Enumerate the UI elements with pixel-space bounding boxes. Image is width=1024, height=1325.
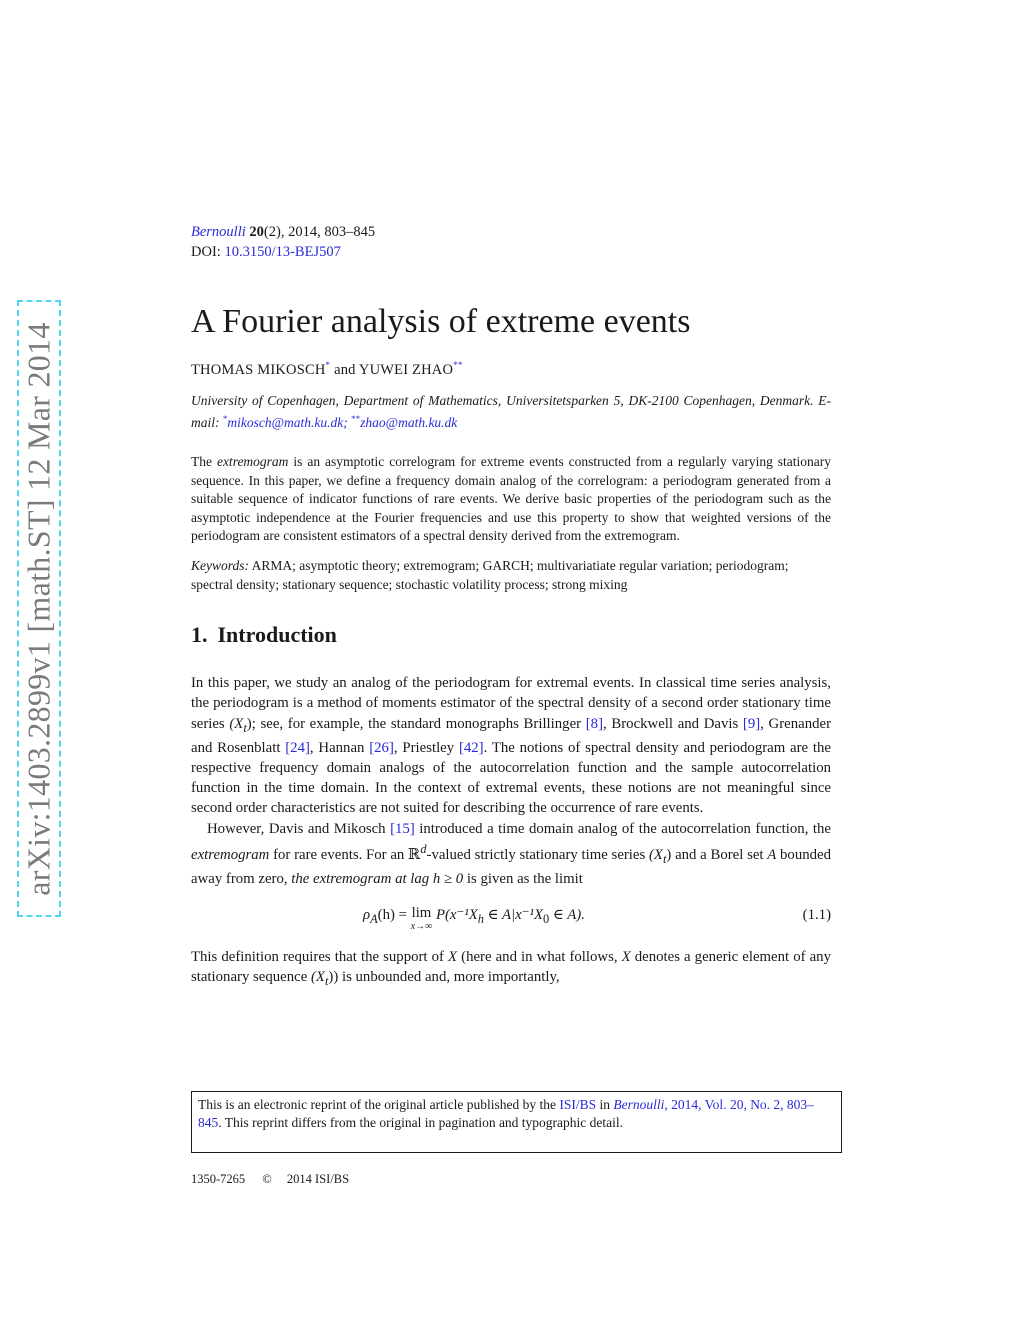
math: X xyxy=(621,949,631,966)
abstract-text: is an asymptotic correlogram for extreme events constructed from a regularly varying stationary sequence. In this paper, we define a frequency domain analog of the correlogram: a periodogram generated from a suitable sequence of indicator functions of rare events. We derive basic properties of the periodogram such as the asymptotic independence at the Fourier frequencies and use this property to show that weighted versions of the periodogram are consistent estimators of a spectral density derived from the extremogram. xyxy=(191,454,832,544)
paragraph xyxy=(191,947,831,991)
math-subscript: h xyxy=(477,911,484,926)
math: )) xyxy=(328,969,339,986)
journal-header xyxy=(191,222,831,262)
math: X xyxy=(448,949,458,966)
text: ; see, for example, the standard monographs Brillinger xyxy=(251,715,582,732)
text: denotes a generic element of any stationary sequence xyxy=(191,949,831,986)
math-subscript: t xyxy=(243,720,247,735)
math-subscript: 0 xyxy=(542,911,550,926)
text: -valued strictly stationary time series xyxy=(426,846,646,863)
text: , Hannan xyxy=(309,739,365,756)
text: . The notions of spectral density and periodogram are the respective frequency domain analogs of the autocorrelation function and the sample autocorrelation function in the time domain. In the context of extremal events, these notions are not meaningful since second order characteristics are not suited for describing the occurrence of rare events. xyxy=(191,739,831,817)
paper-title: A Fourier analysis of extreme events xyxy=(191,303,691,340)
math: ) xyxy=(246,715,252,732)
limit-operator xyxy=(411,905,433,933)
author-name: YUWEI ZHAO xyxy=(358,362,454,378)
abstract xyxy=(191,453,831,546)
text: , Brockwell and Davis xyxy=(603,715,739,732)
definition-text: the extremogram at lag h ≥ 0 xyxy=(291,870,464,887)
paragraph xyxy=(191,673,831,818)
affiliation-text: University of Copenhagen, Department of Mathematics, Universitetsparken 5, DK-2100 Copenhagen, Denmark. E-mail: xyxy=(191,393,831,430)
math: (X xyxy=(229,715,244,732)
math: (h) = xyxy=(377,907,407,924)
text: introduced a time domain analog of the autocorrelation function, the xyxy=(419,820,831,837)
math: A xyxy=(767,846,777,863)
text: This definition requires that the support of xyxy=(191,949,444,966)
text: is unbounded and, more importantly, xyxy=(341,969,560,986)
citation-link[interactable]: 2014, Vol. 20, No. 2, 803–845 xyxy=(198,1097,814,1130)
section-heading xyxy=(191,621,831,649)
math: lim xyxy=(411,905,432,922)
math: ∈ A). xyxy=(549,907,585,924)
journal-link[interactable]: Bernoulli xyxy=(613,1097,665,1112)
journal-name-link[interactable]: Bernoulli xyxy=(191,224,246,240)
doi-label: DOI: xyxy=(191,244,221,260)
publisher-link[interactable]: ISI/BS xyxy=(559,1097,597,1112)
text: for rare events. For an xyxy=(273,846,405,863)
keywords-text: ARMA; asymptotic theory; extremogram; GARCH; multivariatiate regular variation; periodogram; spectral density; stationary sequence; stochastic volatility process; strong mixing xyxy=(191,557,789,592)
equation-1-1 xyxy=(191,895,831,945)
math-superscript: d xyxy=(420,841,427,856)
text: (here and in what follows, xyxy=(461,949,618,966)
journal-volume: 20 xyxy=(249,224,264,240)
math-limit-subscript: x→∞ xyxy=(410,921,433,933)
section-title: Introduction xyxy=(217,622,337,648)
citation-link[interactable]: [9] xyxy=(742,715,761,732)
math: (X xyxy=(648,846,663,863)
body-text xyxy=(191,673,831,991)
text: . This reprint differs from the original in pagination and typographic detail. xyxy=(218,1115,624,1130)
author-name: THOMAS MIKOSCH xyxy=(191,362,326,378)
text: and a Borel set xyxy=(675,846,764,863)
copyright-line xyxy=(191,1172,349,1187)
author-footnote-mark[interactable]: ** xyxy=(453,360,463,370)
text: in xyxy=(599,1097,611,1112)
equation-number: (1.1) xyxy=(802,907,831,924)
abstract-text: The xyxy=(191,454,212,469)
math: ℝ xyxy=(408,846,421,863)
paragraph xyxy=(191,819,831,889)
email-link[interactable]: mikosch@math.ku.dk; xyxy=(227,415,348,430)
arxiv-stamp xyxy=(17,300,61,917)
equation-body xyxy=(363,905,585,933)
math: P(x⁻¹X xyxy=(435,907,478,924)
citation-link[interactable]: [26] xyxy=(369,739,394,756)
citation-link[interactable]: [15] xyxy=(390,820,415,837)
author-footnote-mark[interactable]: * xyxy=(325,360,331,370)
text: , Grenander and Rosenblatt xyxy=(191,715,831,756)
citation-link[interactable]: [42] xyxy=(458,739,484,756)
abstract-term: extremogram xyxy=(216,454,289,469)
affiliation xyxy=(191,391,831,432)
email-link[interactable]: zhao@math.ku.dk xyxy=(360,415,458,430)
issn: 1350-7265 xyxy=(191,1172,246,1186)
email-mark: ** xyxy=(351,414,361,424)
text: , Priestley xyxy=(393,739,455,756)
math-subscript: t xyxy=(662,851,667,866)
reprint-notice xyxy=(191,1091,842,1153)
text: bounded away from zero, xyxy=(191,846,831,887)
section-number: 1. xyxy=(191,622,208,648)
math-subscript: A xyxy=(370,911,378,926)
author-list xyxy=(191,360,831,379)
math: (X xyxy=(310,969,325,986)
email-mark: * xyxy=(222,414,228,424)
text: is given as the limit xyxy=(466,870,583,887)
citation-link[interactable]: [8] xyxy=(585,715,604,732)
math: ∈ A|x⁻¹X xyxy=(483,907,543,924)
text: However, Davis and Mikosch xyxy=(207,820,386,837)
copyright-symbol: © xyxy=(262,1172,272,1186)
text: This is an electronic reprint of the original article published by the xyxy=(198,1097,557,1112)
text: , xyxy=(664,1097,668,1112)
paper-first-page xyxy=(191,222,831,991)
doi-link[interactable]: 10.3150/13-BEJ507 xyxy=(224,244,341,260)
math: ρ xyxy=(363,907,371,924)
math-subscript: t xyxy=(324,974,329,989)
defined-term: extremogram xyxy=(191,846,270,863)
math: ) xyxy=(666,846,672,863)
journal-issue-pages: (2), 2014, 803–845 xyxy=(263,224,376,240)
citation-link[interactable]: [24] xyxy=(285,739,310,756)
text: In this paper, we study an analog of the periodogram for extremal events. In classical time series analysis, the periodogram is a method of moments estimator of the spectral density of a second order stationary time series xyxy=(191,675,831,732)
copyright-text: 2014 ISI/BS xyxy=(286,1172,350,1186)
author-conjunction: and xyxy=(334,362,356,378)
keywords xyxy=(191,557,831,594)
arxiv-identifier: arXiv:1403.2899v1 [math.ST] 12 Mar 2014 xyxy=(20,321,57,896)
keywords-label: Keywords: xyxy=(191,557,249,573)
